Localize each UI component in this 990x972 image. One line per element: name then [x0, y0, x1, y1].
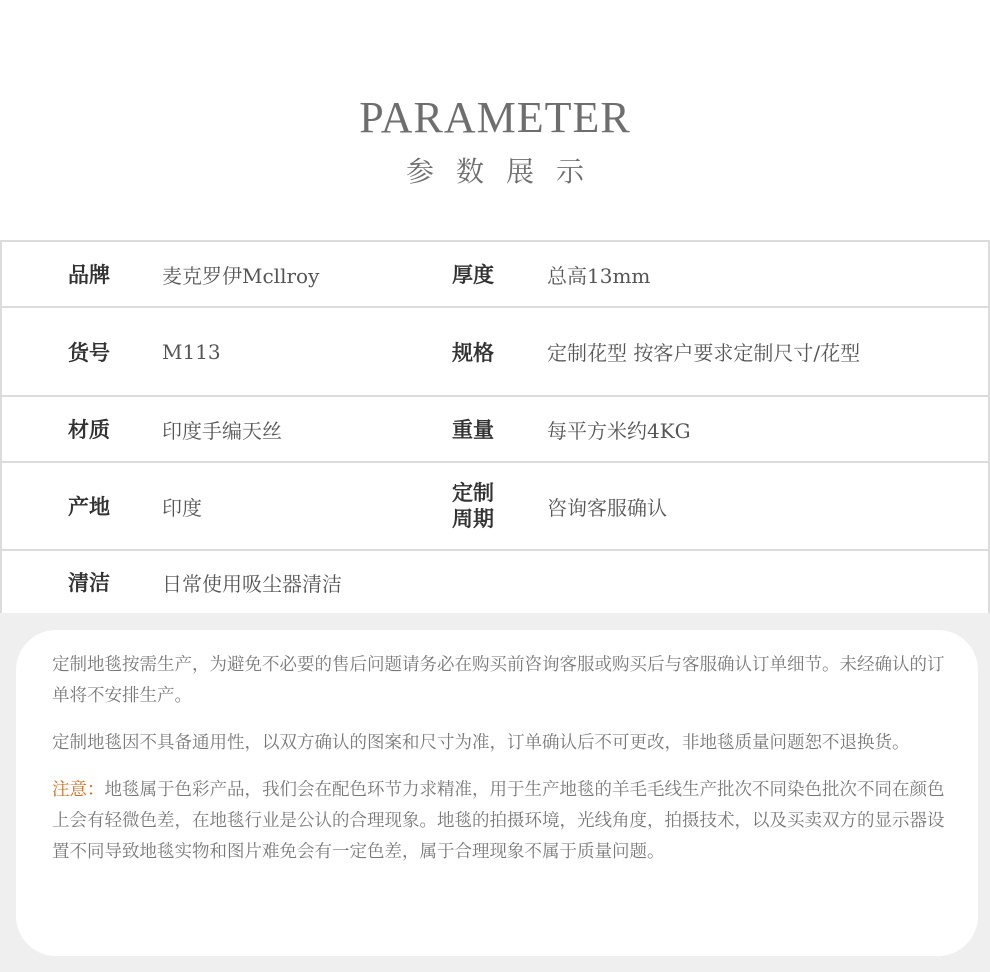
table-row	[0, 397, 990, 463]
param-label-spec: 规格	[452, 340, 494, 365]
param-label-material: 材质	[68, 418, 110, 442]
parameter-table	[0, 240, 990, 615]
attention-text: 地毯属于色彩产品，我们会在配色环节力求精准，用于生产地毯的羊毛毛线生产批次不同染色批次不同在颜色上会有轻微色差，在地毯行业是公认的合理现象。地毯的拍摄环境，光线角度，拍摄技术，以及买卖双方的显示器设置不同导致地毯实物和图片难免会有一定色差，属于合理现象不属于质量问题。	[52, 780, 945, 862]
notes-card	[16, 630, 978, 956]
table-row	[0, 242, 990, 308]
param-label-weight: 重量	[452, 418, 494, 442]
param-value-weight: 每平方米约4KG	[547, 418, 691, 443]
param-label-lead-time	[452, 463, 502, 549]
param-value-spec: 定制花型 按客户要求定制尺寸/花型	[547, 341, 861, 365]
param-value-lead-time: 咨询客服确认	[547, 495, 667, 520]
table-row	[0, 551, 990, 615]
notice-paragraph: 定制地毯按需生产，为避免不必要的售后问题请务必在购买前咨询客服或购买后与客服确认订单细节。未经确认的订单将不安排生产。	[52, 655, 945, 706]
param-value-sku: M113	[162, 339, 221, 364]
param-label-brand: 品牌	[68, 263, 110, 287]
param-label-lead-time-line1: 定制	[452, 481, 494, 505]
param-value-material: 印度手编天丝	[162, 418, 282, 443]
table-row	[0, 308, 990, 397]
table-row	[0, 463, 990, 551]
param-label-sku: 货号	[68, 340, 110, 365]
param-label-thickness: 厚度	[452, 263, 494, 287]
param-value-brand: 麦克罗伊Mcllroy	[162, 263, 320, 288]
param-label-cleaning: 清洁	[68, 571, 110, 595]
param-value-cleaning: 日常使用吸尘器清洁	[162, 571, 342, 596]
param-label-lead-time-line2: 周期	[452, 507, 494, 531]
header	[0, 0, 990, 240]
page-title-cn: 参数展示	[405, 155, 606, 188]
param-value-thickness: 总高13mm	[547, 263, 651, 288]
param-label-origin: 产地	[68, 495, 110, 519]
attention-label: 注意：	[52, 780, 105, 800]
param-value-origin: 印度	[162, 495, 202, 520]
notice-paragraph	[52, 775, 952, 868]
notice-paragraph: 定制地毯因不具备通用性，以双方确认的图案和尺寸为准，订单确认后不可更改，非地毯质量问题恕不退换货。	[52, 733, 910, 753]
page-title-en: PARAMETER	[359, 93, 631, 142]
